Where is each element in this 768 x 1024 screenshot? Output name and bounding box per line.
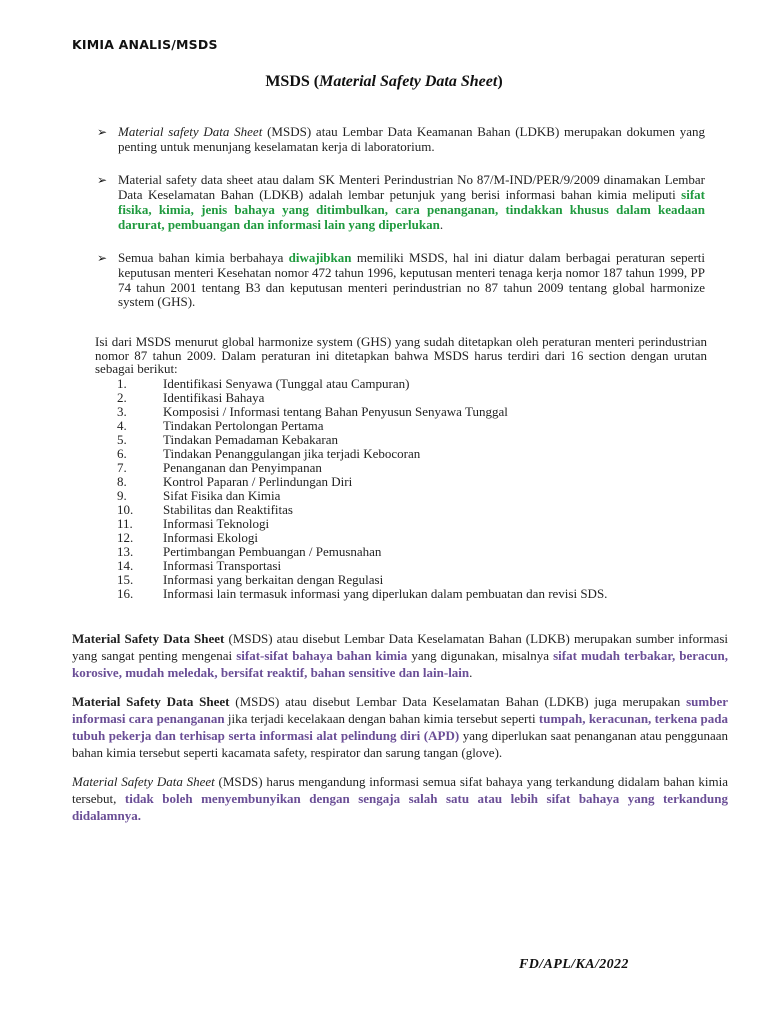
text-run: diwajibkan [288,250,352,266]
item-number: 6. [117,446,127,461]
bullet-item [97,125,705,154]
bullet-text [118,124,705,154]
item-number: 2. [117,390,127,405]
item-label: Pertimbangan Pembuangan / Pemusnahan [163,544,382,559]
item-number: 3. [117,404,127,419]
item-label: Sifat Fisika dan Kimia [163,488,281,503]
bullet-list [97,125,705,329]
text-run: Material Safety Data Sheet [72,631,225,646]
body-paragraph [72,693,728,761]
text-run: Semua bahan kimia berbahaya [118,250,289,266]
item-label: Kontrol Paparan / Perlindungan Diri [163,474,353,489]
list-item [117,433,717,447]
text-run: tidak boleh menyembunyikan dengan sengaja salah satu atau lebih sifat bahaya yang terkandung didalamnya. [72,791,728,823]
document-header: KIMIA ANALIS/MSDS [72,37,218,52]
item-label: Penanganan dan Penyimpanan [163,460,322,475]
text-run: sifat fisika, kimia, jenis bahaya yang ditimbulkan, cara penanganan, tindakkan khusus dalam keadaan darurat, pembuangan dan informasi lain yang diperlukan [118,187,705,232]
title-close: ) [497,73,503,90]
title-italic: Material Safety Data Sheet [319,73,498,90]
document-code: FD/APL/KA/2022 [519,957,629,972]
text-run: (MSDS) atau disebut Lembar Data Keselamatan Bahan (LDKB) merupakan sumber informasi yang sangat penting mengenai [72,631,728,663]
bullet-text [118,250,705,309]
list-item [117,503,717,517]
text-run: Material safety data sheet atau dalam SK Menteri Perindustrian No 87/M-IND/PER/9/2009 dinamakan Lembar Data Keselamatan Bahan (LDKB) adalah lembar petunjuk yang berisi informasi bahan kimia meliputi [118,172,705,203]
list-item [117,573,717,587]
item-label: Informasi Ekologi [163,530,258,545]
text-run: (MSDS) atau disebut Lembar Data Keselamatan Bahan (LDKB) juga merupakan [229,694,687,709]
text-run: Material Safety Data Sheet [72,774,215,789]
list-item [117,391,717,405]
item-label: Stabilitas dan Reaktifitas [163,502,293,517]
item-label: Komposisi / Informasi tentang Bahan Penyusun Senyawa Tunggal [163,404,508,419]
list-item [117,405,717,419]
list-item [117,587,717,601]
bullet-item [97,251,705,310]
item-label: Informasi Transportasi [163,558,282,573]
item-number: 13. [117,544,134,559]
body-paragraph [72,630,728,681]
text-run: Material safety Data Sheet [118,124,263,139]
item-label: Tindakan Penanggulangan jika terjadi Kebocoran [163,446,421,461]
arrow-bullet-icon: ➢ [97,251,108,266]
text-run: Material Safety Data Sheet [72,694,230,709]
item-label: Informasi lain termasuk informasi yang diperlukan dalam pembuatan dan revisi SDS. [163,586,608,601]
list-item [117,419,717,433]
item-label: Informasi yang berkaitan dengan Regulasi [163,572,384,587]
item-number: 15. [117,572,134,587]
item-number: 4. [117,418,127,433]
arrow-bullet-icon: ➢ [97,173,108,188]
list-item [117,531,717,545]
item-number: 7. [117,460,127,475]
text-run: tumpah, keracunan, terkena pada tubuh pekerja dan terhisap serta informasi alat pelindung diri (APD) [72,711,729,743]
list-item [117,559,717,573]
item-number: 12. [117,530,134,545]
list-item [117,517,717,531]
text-run: jika terjadi kecelakaan dengan bahan kimia tersebut seperti [224,711,539,726]
item-label: Identifikasi Bahaya [163,390,265,405]
item-number: 5. [117,432,127,447]
text-run: sifat-sifat bahaya bahan kimia [236,648,408,663]
body-paragraphs [72,630,728,836]
text-run: yang digunakan, misalnya [407,648,554,663]
item-number: 16. [117,586,134,601]
text-run: memiliki MSDS, hal ini diatur dalam berbagai peraturan seperti keputusan menteri Kesehatan nomor 472 tahun 1996, keputusan menteri tenaga kerja nomor 187 tahun 1999, PP 74 tahun 2001 tentang B3 dan keputusan menteri perindustrian no 87 tahun 2009 tentang global harmonize system (GHS). [118,250,705,310]
item-number: 14. [117,558,134,573]
title-main: MSDS ( [265,73,320,90]
bullet-item [97,173,705,232]
list-item [117,461,717,475]
text-run: (MSDS) atau Lembar Data Keamanan Bahan (LDKB) merupakan dokumen yang penting untuk menunjang keselamatan kerja di laboratorium. [118,124,706,154]
text-run: sumber informasi cara penanganan [72,694,728,726]
item-number: 10. [117,502,134,517]
item-number: 9. [117,488,127,503]
item-label: Tindakan Pemadaman Kebakaran [163,432,338,447]
text-run: . [439,216,444,232]
arrow-bullet-icon: ➢ [97,125,108,139]
body-paragraph [72,773,728,824]
text-run: yang diperlukan saat penanganan atau penggunaan bahan kimia tersebut seperti kacamata safety, respirator dan sarung tangan (glove). [72,728,728,760]
list-item [117,377,717,391]
item-label: Identifikasi Senyawa (Tunggal atau Campuran) [163,376,410,391]
intro-paragraph: Isi dari MSDS menurut global harmonize system (GHS) yang sudah ditetapkan oleh peraturan menteri perindustrian nomor 87 tahun 2009. Dalam peraturan ini ditetapkan bahwa MSDS harus terdiri dari 16 section dengan urutan sebagai berikut: [95,334,707,376]
list-item [117,545,717,559]
page-title [0,73,768,91]
item-number: 1. [117,376,127,391]
item-label: Tindakan Pertolongan Pertama [163,418,324,433]
list-item [117,489,717,503]
item-label: Informasi Teknologi [163,516,270,531]
list-item [117,447,717,461]
text-run: . [469,665,473,680]
item-number: 8. [117,474,127,489]
text-run: (MSDS) harus mengandung informasi semua sifat bahaya yang terkandung didalam bahan kimia tersebut, [72,774,728,806]
item-number: 11. [117,516,133,531]
list-item [117,475,717,489]
bullet-text [118,172,705,231]
text-run: sifat mudah terbakar, beracun, korosive, mudah meledak, bersifat reaktif, bahan sensitive dan lain-lain [72,648,729,680]
section-list [117,377,717,601]
